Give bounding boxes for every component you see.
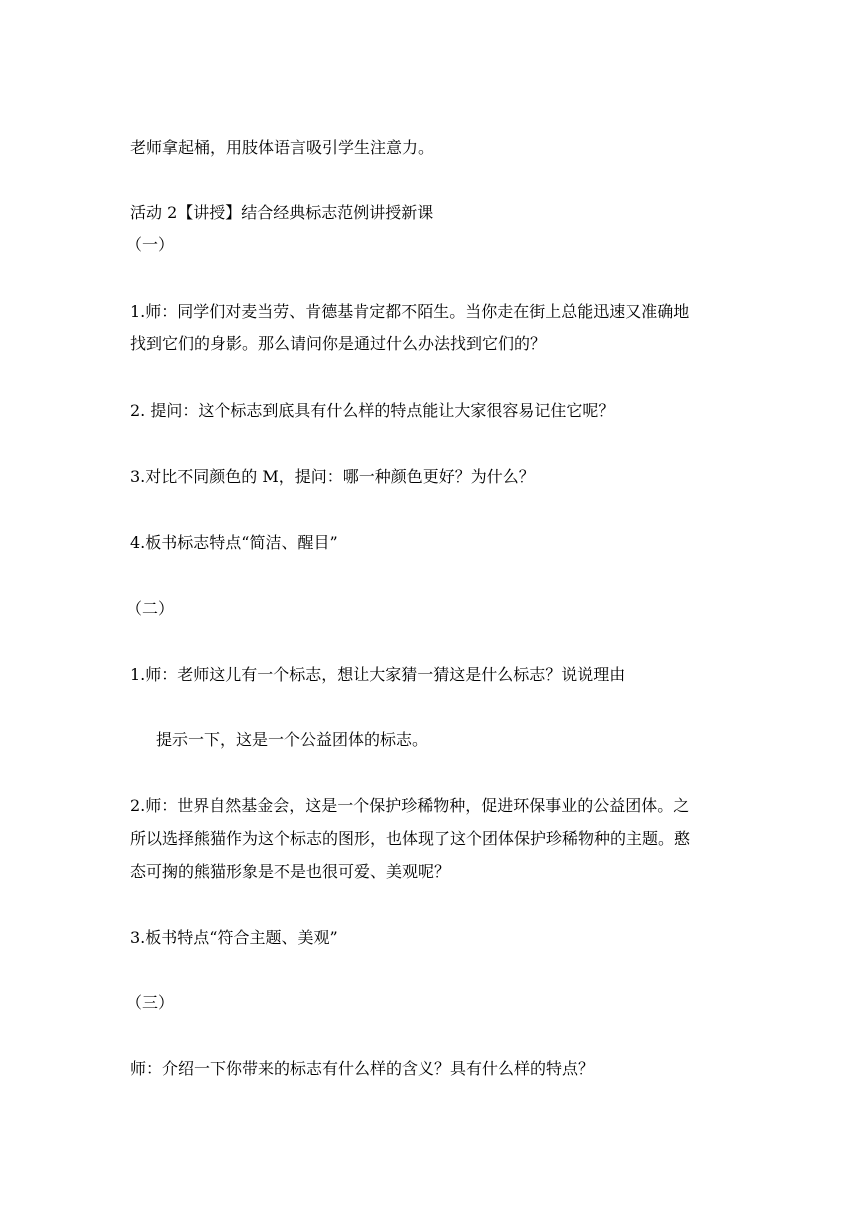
- paragraph-1-1: 1.师：同学们对麦当劳、肯德基肯定都不陌生。当你走在街上总能迅速又准确地: [130, 302, 690, 321]
- section-heading-2: （二）: [126, 599, 175, 618]
- paragraph-2-2-cont-2: 态可掬的熊猫形象是不是也很可爱、美观呢？: [130, 862, 451, 881]
- paragraph-1-4: 4.板书标志特点“简洁、醒目”: [130, 533, 338, 552]
- paragraph-2-1: 1.师：老师这儿有一个标志，想让大家猜一猜这是什么标志？说说理由: [130, 665, 626, 684]
- paragraph-1-3: 3.对比不同颜色的 M，提问：哪一种颜色更好？为什么？: [130, 467, 535, 486]
- section-heading-1: （一）: [126, 235, 175, 254]
- paragraph-1-2: 2. 提问：这个标志到底具有什么样的特点能让大家很容易记住它呢？: [130, 401, 615, 420]
- paragraph-2-hint: 提示一下，这是一个公益团体的标志。: [156, 730, 429, 749]
- section-heading-3: （三）: [126, 993, 175, 1012]
- paragraph-2-2: 2.师：世界自然基金会，这是一个保护珍稀物种，促进环保事业的公益团体。之: [130, 796, 690, 815]
- paragraph-2-3: 3.板书特点“符合主题、美观”: [130, 928, 338, 947]
- paragraph-2-2-cont-1: 所以选择熊猫作为这个标志的图形，也体现了这个团体保护珍稀物种的主题。憨: [130, 829, 691, 848]
- activity-heading: 活动 2【讲授】结合经典标志范例讲授新课: [130, 203, 434, 222]
- paragraph-1-1-cont: 找到它们的身影。那么请问你是通过什么办法找到它们的？: [130, 334, 547, 353]
- paragraph-3-1: 师：介绍一下你带来的标志有什么样的含义？具有什么样的特点？: [130, 1059, 595, 1078]
- paragraph-intro: 老师拿起桶，用肢体语言吸引学生注意力。: [130, 138, 435, 157]
